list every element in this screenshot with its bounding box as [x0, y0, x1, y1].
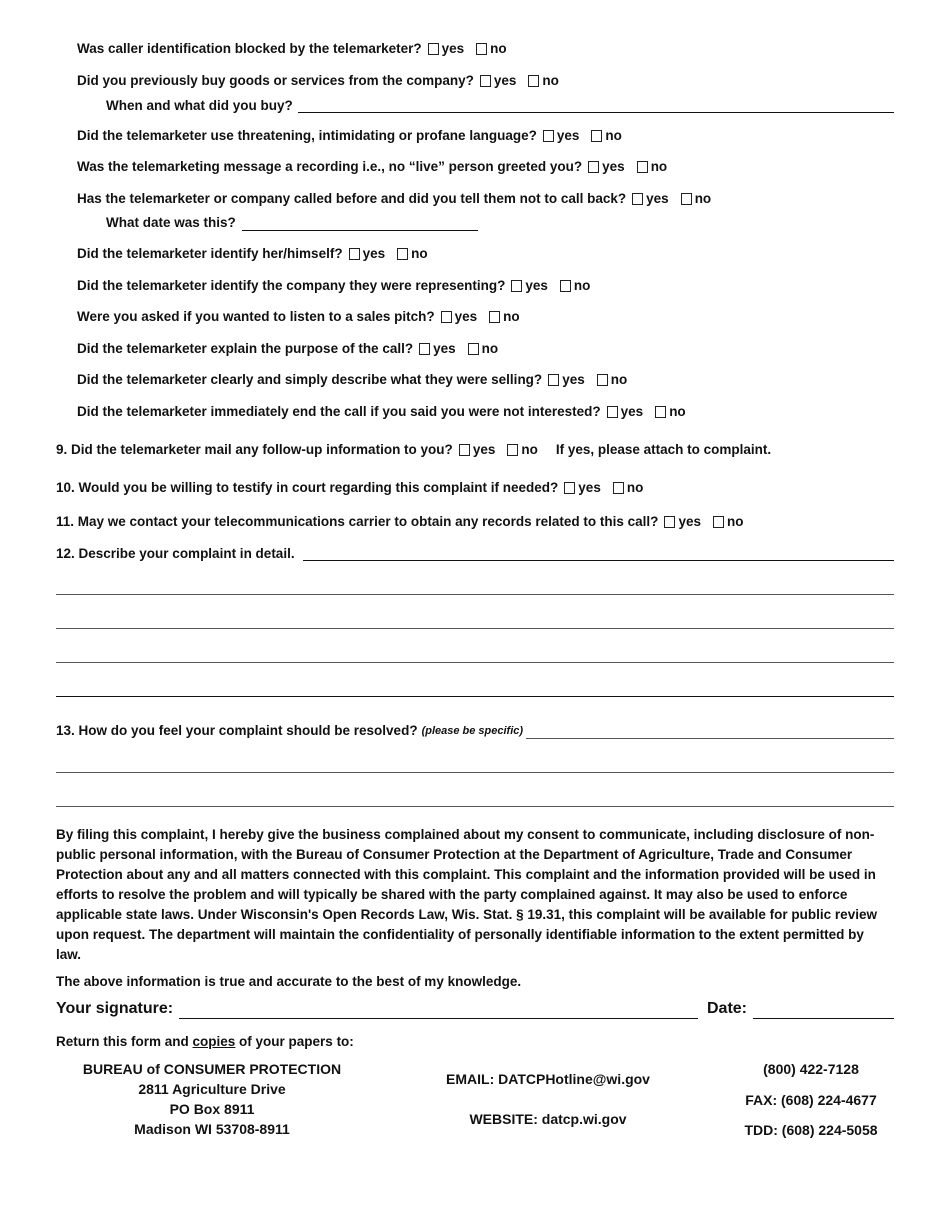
complaint-line-3[interactable]: [56, 628, 894, 629]
question-identify-company: [77, 278, 590, 293]
resolution-line-1[interactable]: [526, 738, 894, 739]
yes-option[interactable]: yes: [607, 404, 644, 419]
yes-checkbox[interactable]: [441, 311, 452, 323]
no-option[interactable]: no: [681, 191, 712, 206]
question-text: Did you previously buy goods or services from the company?: [77, 73, 474, 88]
yes-option[interactable]: yes: [459, 442, 496, 457]
yes-checkbox[interactable]: [349, 248, 360, 260]
yes-option[interactable]: yes: [548, 372, 585, 387]
signature-line[interactable]: [179, 1018, 698, 1019]
signature-label: Your signature:: [56, 1000, 174, 1017]
question-recording: [77, 159, 667, 174]
question-text: Did the telemarketer explain the purpose of the call?: [77, 341, 414, 356]
yes-checkbox[interactable]: [543, 130, 554, 142]
no-checkbox[interactable]: [637, 161, 648, 173]
no-checkbox[interactable]: [613, 482, 624, 494]
bureau-name: BUREAU of CONSUMER PROTECTION: [82, 1061, 342, 1077]
date-line[interactable]: [242, 230, 478, 231]
no-option[interactable]: no: [489, 309, 520, 324]
complaint-line-4[interactable]: [56, 662, 894, 663]
question-text: Was caller identification blocked by the telemarketer?: [77, 41, 422, 56]
question-9-mail-followup: [56, 442, 771, 457]
yes-option[interactable]: yes: [543, 128, 580, 143]
no-checkbox[interactable]: [528, 75, 539, 87]
no-option[interactable]: no: [528, 73, 559, 88]
yes-checkbox[interactable]: [511, 280, 522, 292]
no-option[interactable]: no: [597, 372, 628, 387]
return-text-before: Return this form and: [56, 1034, 193, 1049]
yes-option[interactable]: yes: [564, 480, 601, 495]
yes-option[interactable]: yes: [349, 246, 386, 261]
resolution-line-2[interactable]: [56, 772, 894, 773]
street-address: 2811 Agriculture Drive: [138, 1081, 286, 1097]
yes-option[interactable]: yes: [480, 73, 517, 88]
question-end-call: [77, 404, 686, 419]
question-text: Did the telemarketer clearly and simply describe what they were selling?: [77, 372, 543, 387]
fax-number: FAX: (608) 224-4677: [745, 1092, 877, 1108]
no-checkbox[interactable]: [713, 516, 724, 528]
yes-option[interactable]: yes: [664, 514, 701, 529]
question-called-before: [77, 191, 711, 206]
no-option[interactable]: no: [468, 341, 499, 356]
date-field-label: Date:: [707, 1000, 748, 1017]
date-field-line[interactable]: [753, 1018, 894, 1019]
yes-option[interactable]: yes: [588, 159, 625, 174]
resolution-line-3[interactable]: [56, 806, 894, 807]
question-text: Did the telemarketer identify the company they were representing?: [77, 278, 506, 293]
no-checkbox[interactable]: [507, 444, 518, 456]
question-text: 13. How do you feel your complaint should be resolved?: [56, 723, 418, 738]
question-caller-id-blocked: [77, 41, 507, 56]
question-text: 9. Did the telemarketer mail any follow-up information to you?: [56, 442, 453, 457]
no-checkbox[interactable]: [655, 406, 666, 418]
no-option[interactable]: no: [637, 159, 668, 174]
truth-statement: The above information is true and accurate to the best of my knowledge.: [56, 974, 522, 989]
purchase-details-line[interactable]: [298, 112, 894, 113]
yes-option[interactable]: yes: [511, 278, 548, 293]
no-checkbox[interactable]: [397, 248, 408, 260]
question-text: 10. Would you be willing to testify in court regarding this complaint if needed?: [56, 480, 559, 495]
no-option[interactable]: no: [655, 404, 686, 419]
no-checkbox[interactable]: [597, 374, 608, 386]
no-option[interactable]: no: [476, 41, 507, 56]
yes-checkbox[interactable]: [632, 193, 643, 205]
return-instructions: [56, 1034, 354, 1049]
question-text: Was the telemarketing message a recording i.e., no “live” person greeted you?: [77, 159, 583, 174]
no-option[interactable]: no: [397, 246, 428, 261]
complaint-line-5[interactable]: [56, 696, 894, 697]
yes-option[interactable]: yes: [419, 341, 456, 356]
complaint-line-2[interactable]: [56, 594, 894, 595]
yes-checkbox[interactable]: [459, 444, 470, 456]
question-text: Has the telemarketer or company called before and did you tell them not to call back?: [77, 191, 627, 206]
no-checkbox[interactable]: [476, 43, 487, 55]
website-contact[interactable]: WEBSITE: datcp.wi.gov: [469, 1111, 627, 1127]
question-11-carrier: [56, 514, 743, 529]
no-checkbox[interactable]: [591, 130, 602, 142]
yes-option[interactable]: yes: [632, 191, 669, 206]
complaint-line-1[interactable]: [303, 560, 894, 561]
question-purpose: [77, 341, 498, 356]
question-text: Did the telemarketer identify her/himself?: [77, 246, 343, 261]
question-text: Were you asked if you wanted to listen to a sales pitch?: [77, 309, 435, 324]
yes-checkbox[interactable]: [588, 161, 599, 173]
yes-option[interactable]: yes: [428, 41, 465, 56]
return-text-after: of your papers to:: [235, 1034, 354, 1049]
return-text-underlined: copies: [192, 1034, 236, 1049]
yes-checkbox[interactable]: [419, 343, 430, 355]
question-10-testify: [56, 480, 643, 495]
tdd-number: TDD: (608) 224-5058: [744, 1122, 878, 1138]
yes-option[interactable]: yes: [441, 309, 478, 324]
phone-number: (800) 422-7128: [763, 1061, 859, 1077]
yes-checkbox[interactable]: [480, 75, 491, 87]
no-checkbox[interactable]: [681, 193, 692, 205]
attach-note: If yes, please attach to complaint.: [555, 442, 772, 457]
question-13-label: [56, 723, 523, 738]
question-describe-selling: [77, 372, 627, 387]
question-13-hint: (please be specific): [421, 724, 524, 737]
question-text: Did the telemarketer immediately end the call if you said you were not interested?: [77, 404, 601, 419]
question-previous-purchase: [77, 73, 559, 88]
no-option[interactable]: no: [713, 514, 744, 529]
no-option[interactable]: no: [560, 278, 591, 293]
yes-checkbox[interactable]: [607, 406, 618, 418]
city-state-zip: Madison WI 53708-8911: [134, 1121, 290, 1137]
no-checkbox[interactable]: [560, 280, 571, 292]
email-contact[interactable]: EMAIL: DATCPHotline@wi.gov: [446, 1071, 650, 1087]
no-checkbox[interactable]: [489, 311, 500, 323]
no-option[interactable]: no: [613, 480, 644, 495]
question-sales-pitch: [77, 309, 520, 324]
mailing-address: [72, 1059, 352, 1139]
yes-checkbox[interactable]: [548, 374, 559, 386]
question-threatening-language: [77, 128, 622, 143]
no-checkbox[interactable]: [468, 343, 479, 355]
no-option[interactable]: no: [591, 128, 622, 143]
question-identify-self: [77, 246, 428, 261]
yes-checkbox[interactable]: [564, 482, 575, 494]
no-option[interactable]: no: [507, 442, 538, 457]
yes-checkbox[interactable]: [428, 43, 439, 55]
purchase-details-label: When and what did you buy?: [106, 98, 293, 113]
po-box: PO Box 8911: [169, 1101, 255, 1117]
question-text: Did the telemarketer use threatening, intimidating or profane language?: [77, 128, 537, 143]
question-text: 11. May we contact your telecommunications carrier to obtain any records related to this call?: [56, 514, 659, 529]
question-12-label: 12. Describe your complaint in detail.: [56, 546, 295, 561]
yes-checkbox[interactable]: [664, 516, 675, 528]
date-label: What date was this?: [106, 215, 236, 230]
consent-paragraph: By filing this complaint, I hereby give the business complained about my consent to communicate, including disclosure of non-public personal information, with the Bureau of Consumer Protection at the Department of Agriculture, Trade and Consumer Protection about any and all matters connected with this complaint. This complaint and the information provided will be used in efforts to resolve the problem and will typically be shared with the party complained against. It may also be used to enforce applicable state laws. Under Wisconsin's Open Records Law, Wis. Stat. § 19.31, this complaint will be available for public review upon request. The department will maintain the confidentiality of personally identifiable information to the extent permitted by law.: [56, 827, 877, 962]
